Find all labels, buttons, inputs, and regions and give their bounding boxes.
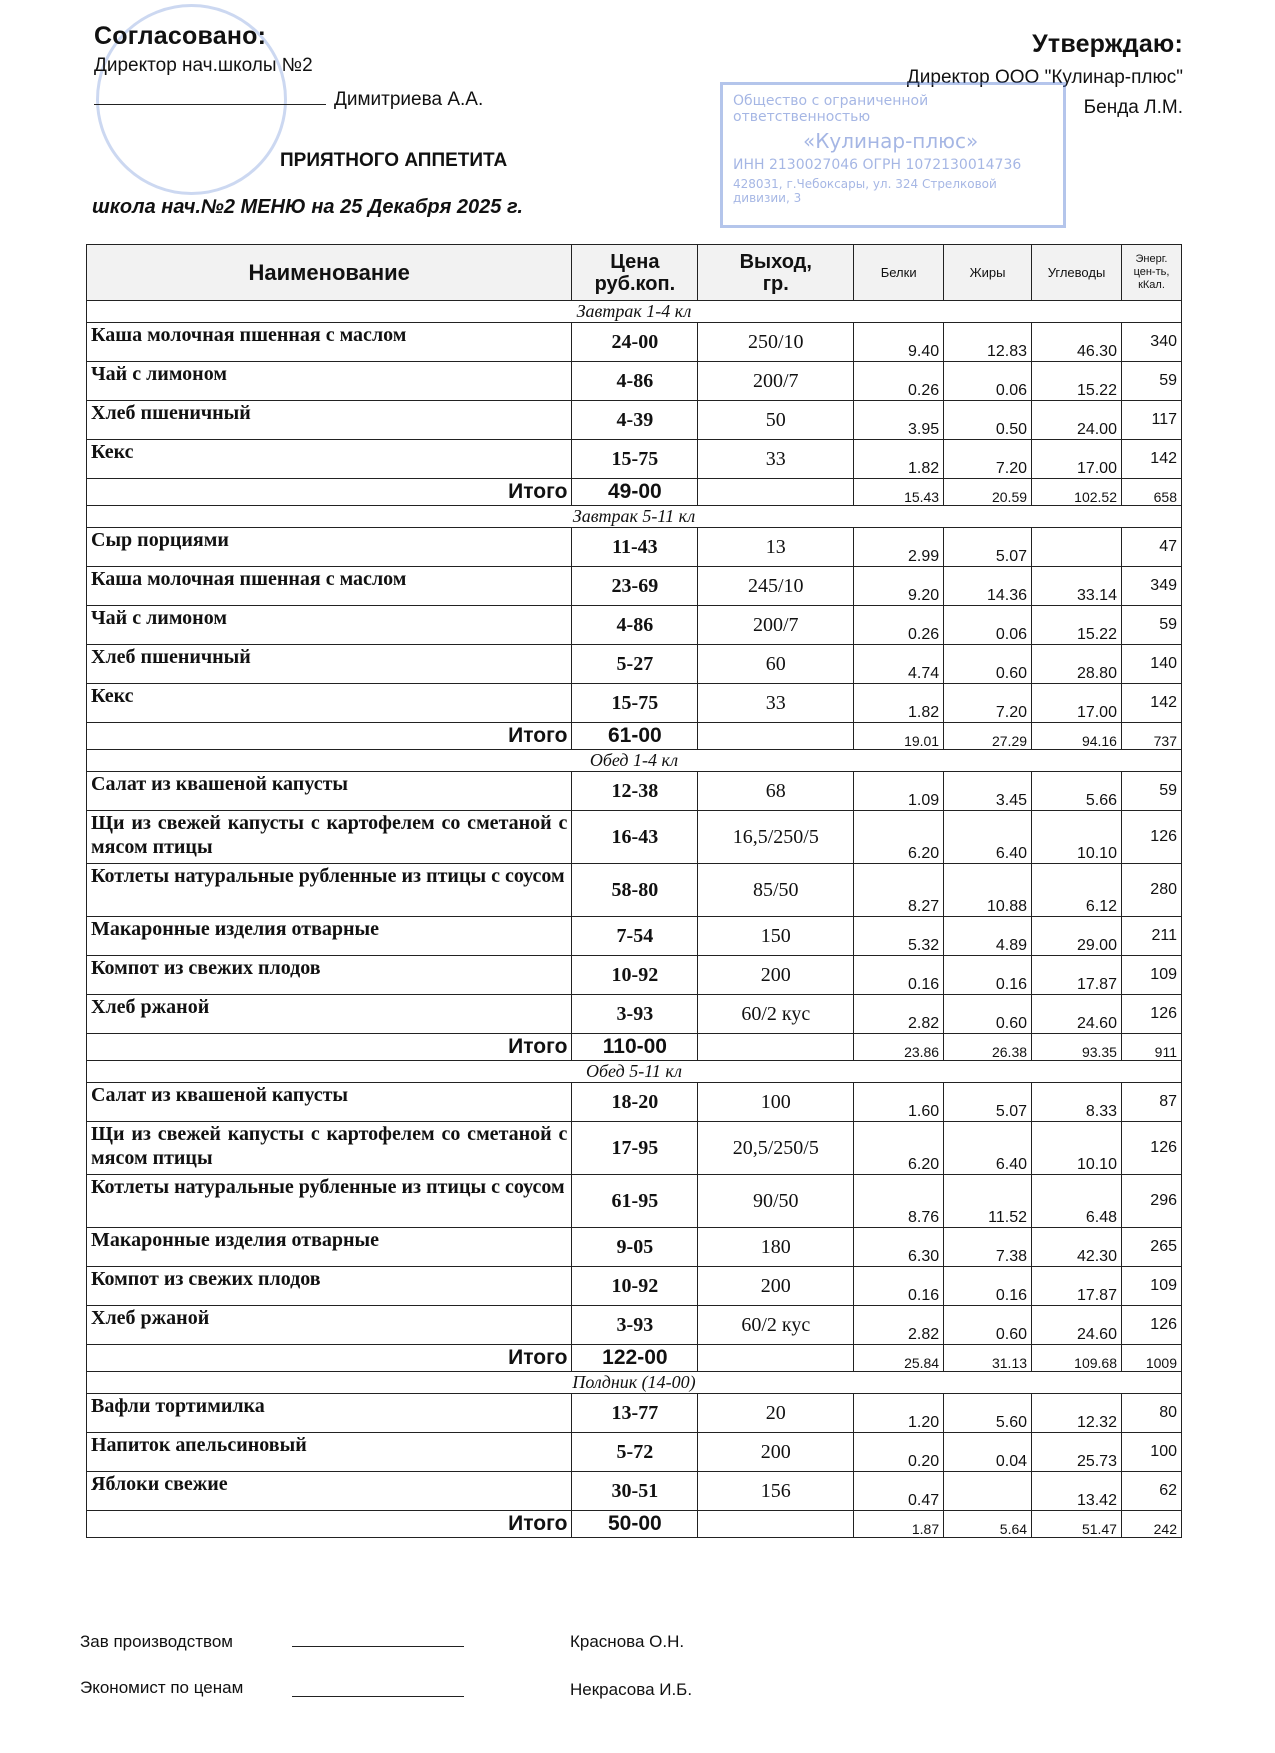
dish-protein: 1.09 [854, 772, 944, 811]
table-row [87, 811, 1182, 864]
dish-name: Чай с лимоном [87, 606, 572, 645]
dish-kcal: 142 [1121, 440, 1181, 479]
dish-fat: 0.60 [944, 1306, 1032, 1345]
dish-fat: 0.60 [944, 645, 1032, 684]
dish-kcal: 211 [1121, 917, 1181, 956]
stamp-line: Общество с ограниченной ответственностью [733, 93, 929, 125]
dish-kcal: 80 [1121, 1394, 1181, 1433]
dish-carbs: 10.10 [1032, 1122, 1122, 1175]
approve-right-title: Утверждаю: [1032, 30, 1183, 58]
total-label: Итого [87, 1345, 572, 1372]
dish-fat: 5.07 [944, 1083, 1032, 1122]
dish-price: 10-92 [572, 1267, 698, 1306]
dish-output: 200 [698, 1267, 854, 1306]
dish-name: Хлеб пшеничный [87, 401, 572, 440]
col-fat: Жиры [944, 245, 1032, 301]
dish-output: 13 [698, 528, 854, 567]
dish-protein: 8.76 [854, 1175, 944, 1228]
dish-kcal: 62 [1121, 1472, 1181, 1511]
signature-line [292, 1696, 464, 1697]
table-row [87, 1228, 1182, 1267]
dish-price: 61-95 [572, 1175, 698, 1228]
section-title: Полдник (14-00) [87, 1372, 1182, 1394]
dish-name: Котлеты натуральные рубленные из птицы с соусом [87, 864, 572, 917]
dish-price: 18-20 [572, 1083, 698, 1122]
dish-output: 100 [698, 1083, 854, 1122]
dish-carbs: 46.30 [1032, 323, 1122, 362]
dish-price: 3-93 [572, 1306, 698, 1345]
dish-fat: 14.36 [944, 567, 1032, 606]
dish-carbs: 17.00 [1032, 684, 1122, 723]
dish-carbs: 42.30 [1032, 1228, 1122, 1267]
dish-name: Напиток апельсиновый [87, 1433, 572, 1472]
dish-protein: 0.16 [854, 1267, 944, 1306]
dish-name: Макаронные изделия отварные [87, 1228, 572, 1267]
dish-protein: 5.32 [854, 917, 944, 956]
dish-name: Сыр порциями [87, 528, 572, 567]
dish-protein: 1.82 [854, 440, 944, 479]
total-protein: 1.87 [854, 1511, 944, 1538]
dish-fat: 0.50 [944, 401, 1032, 440]
dish-output: 180 [698, 1228, 854, 1267]
dish-price: 11-43 [572, 528, 698, 567]
dish-output: 85/50 [698, 864, 854, 917]
dish-protein: 2.99 [854, 528, 944, 567]
dish-name: Хлеб ржаной [87, 995, 572, 1034]
table-row [87, 362, 1182, 401]
dish-carbs: 15.22 [1032, 362, 1122, 401]
dish-kcal: 109 [1121, 1267, 1181, 1306]
dish-carbs: 8.33 [1032, 1083, 1122, 1122]
dish-kcal: 59 [1121, 772, 1181, 811]
table-row [87, 1433, 1182, 1472]
dish-price: 24-00 [572, 323, 698, 362]
dish-output: 20 [698, 1394, 854, 1433]
approve-right-name: Бенда Л.М. [1083, 97, 1183, 118]
dish-output: 33 [698, 684, 854, 723]
dish-price: 4-86 [572, 362, 698, 401]
dish-output: 200/7 [698, 606, 854, 645]
dish-carbs: 6.48 [1032, 1175, 1122, 1228]
table-row [87, 684, 1182, 723]
dish-fat: 0.06 [944, 362, 1032, 401]
dish-protein: 9.20 [854, 567, 944, 606]
dish-protein: 0.20 [854, 1433, 944, 1472]
dish-fat: 6.40 [944, 1122, 1032, 1175]
section-row [87, 750, 1182, 772]
dish-output: 60 [698, 645, 854, 684]
approved-left-title: Согласовано: [94, 22, 267, 50]
dish-kcal: 47 [1121, 528, 1181, 567]
total-carbs: 93.35 [1032, 1034, 1122, 1061]
total-label: Итого [87, 1511, 572, 1538]
dish-carbs: 5.66 [1032, 772, 1122, 811]
dish-output: 50 [698, 401, 854, 440]
dish-fat: 6.40 [944, 811, 1032, 864]
dish-name: Компот из свежих плодов [87, 1267, 572, 1306]
dish-protein: 8.27 [854, 864, 944, 917]
section-title: Обед 5-11 кл [87, 1061, 1182, 1083]
approval-block-left [94, 22, 483, 111]
total-price: 50-00 [572, 1511, 698, 1538]
total-protein: 15.43 [854, 479, 944, 506]
total-price: 122-00 [572, 1345, 698, 1372]
dish-name: Чай с лимоном [87, 362, 572, 401]
footer-name-economist: Некрасова И.Б. [570, 1680, 693, 1699]
page-title: ПРИЯТНОГО АППЕТИТА [280, 150, 508, 171]
dish-output: 200/7 [698, 362, 854, 401]
total-price: 110-00 [572, 1034, 698, 1061]
dish-carbs: 6.12 [1032, 864, 1122, 917]
table-row [87, 864, 1182, 917]
total-fat: 31.13 [944, 1345, 1032, 1372]
total-row [87, 1345, 1182, 1372]
dish-name: Вафли тортимилка [87, 1394, 572, 1433]
dish-output: 245/10 [698, 567, 854, 606]
dish-kcal: 126 [1121, 995, 1181, 1034]
dish-output: 68 [698, 772, 854, 811]
col-energy: Энерг. цен-ть, кКал. [1121, 245, 1181, 301]
total-label: Итого [87, 1034, 572, 1061]
dish-name: Яблоки свежие [87, 1472, 572, 1511]
total-kcal: 658 [1121, 479, 1181, 506]
dish-carbs: 24.60 [1032, 995, 1122, 1034]
dish-fat: 5.07 [944, 528, 1032, 567]
total-output-empty [698, 1511, 854, 1538]
dish-kcal: 296 [1121, 1175, 1181, 1228]
table-row [87, 645, 1182, 684]
approved-left-position: Директор нач.школы №2 [94, 55, 313, 76]
dish-protein: 0.47 [854, 1472, 944, 1511]
dish-price: 58-80 [572, 864, 698, 917]
section-row [87, 301, 1182, 323]
dish-output: 200 [698, 1433, 854, 1472]
dish-fat: 7.20 [944, 684, 1032, 723]
dish-output: 20,5/250/5 [698, 1122, 854, 1175]
total-output-empty [698, 723, 854, 750]
col-carbs: Углеводы [1032, 245, 1122, 301]
dish-fat [944, 1472, 1032, 1511]
dish-carbs: 17.00 [1032, 440, 1122, 479]
menu-body [87, 301, 1182, 1538]
approved-left-name: Димитриева А.А. [334, 89, 484, 110]
signature-line [94, 90, 326, 105]
dish-fat: 3.45 [944, 772, 1032, 811]
dish-kcal: 280 [1121, 864, 1181, 917]
dish-fat: 4.89 [944, 917, 1032, 956]
dish-fat: 7.38 [944, 1228, 1032, 1267]
footer-name-production: Краснова О.Н. [570, 1632, 685, 1651]
section-row [87, 1061, 1182, 1083]
dish-price: 12-38 [572, 772, 698, 811]
total-label: Итого [87, 479, 572, 506]
section-title: Завтрак 1-4 кл [87, 301, 1182, 323]
dish-price: 5-27 [572, 645, 698, 684]
dish-carbs: 24.00 [1032, 401, 1122, 440]
dish-output: 60/2 кус [698, 1306, 854, 1345]
dish-kcal: 265 [1121, 1228, 1181, 1267]
table-row [87, 1267, 1182, 1306]
dish-name: Кекс [87, 684, 572, 723]
total-price: 49-00 [572, 479, 698, 506]
dish-protein: 6.20 [854, 811, 944, 864]
dish-name: Компот из свежих плодов [87, 956, 572, 995]
total-kcal: 1009 [1121, 1345, 1181, 1372]
dish-output: 200 [698, 956, 854, 995]
dish-kcal: 142 [1121, 684, 1181, 723]
total-output-empty [698, 479, 854, 506]
table-row [87, 401, 1182, 440]
table-row [87, 1306, 1182, 1345]
total-kcal: 737 [1121, 723, 1181, 750]
footer-role-production: Зав производством [80, 1632, 233, 1651]
dish-protein: 6.30 [854, 1228, 944, 1267]
dish-kcal: 340 [1121, 323, 1181, 362]
dish-price: 10-92 [572, 956, 698, 995]
total-protein: 23.86 [854, 1034, 944, 1061]
dish-fat: 5.60 [944, 1394, 1032, 1433]
dish-protein: 0.26 [854, 362, 944, 401]
dish-carbs: 10.10 [1032, 811, 1122, 864]
table-row [87, 528, 1182, 567]
dish-kcal: 126 [1121, 1306, 1181, 1345]
table-row [87, 1122, 1182, 1175]
dish-name: Каша молочная пшенная с маслом [87, 567, 572, 606]
dish-kcal: 100 [1121, 1433, 1181, 1472]
total-fat: 20.59 [944, 479, 1032, 506]
dish-name: Салат из квашеной капусты [87, 772, 572, 811]
total-fat: 27.29 [944, 723, 1032, 750]
dish-carbs: 24.60 [1032, 1306, 1122, 1345]
section-row [87, 506, 1182, 528]
dish-price: 15-75 [572, 440, 698, 479]
dish-name: Хлеб ржаной [87, 1306, 572, 1345]
dish-fat: 0.60 [944, 995, 1032, 1034]
dish-carbs: 15.22 [1032, 606, 1122, 645]
dish-protein: 0.26 [854, 606, 944, 645]
dish-price: 4-39 [572, 401, 698, 440]
menu-date: школа нач.№2 МЕНЮ на 25 Декабря 2025 г. [92, 196, 523, 218]
dish-name: Щи из свежей капусты с картофелем со сметаной с мясом птицы [87, 1122, 572, 1175]
dish-protein: 9.40 [854, 323, 944, 362]
total-kcal: 242 [1121, 1511, 1181, 1538]
dish-output: 250/10 [698, 323, 854, 362]
dish-carbs: 12.32 [1032, 1394, 1122, 1433]
dish-price: 7-54 [572, 917, 698, 956]
dish-fat: 11.52 [944, 1175, 1032, 1228]
dish-price: 15-75 [572, 684, 698, 723]
total-output-empty [698, 1345, 854, 1372]
dish-carbs: 33.14 [1032, 567, 1122, 606]
total-fat: 5.64 [944, 1511, 1032, 1538]
dish-carbs: 29.00 [1032, 917, 1122, 956]
section-title: Завтрак 5-11 кл [87, 506, 1182, 528]
stamp-line: 428031, г.Чебоксары, ул. 324 Стрелковой дивизии, 3 [733, 177, 997, 205]
dish-carbs: 25.73 [1032, 1433, 1122, 1472]
stamp-line: ИНН 2130027046 ОГРН 1072130014736 [733, 157, 1022, 173]
dish-name: Салат из квашеной капусты [87, 1083, 572, 1122]
dish-name: Макаронные изделия отварные [87, 917, 572, 956]
col-output: Выход, гр. [698, 245, 854, 301]
dish-price: 17-95 [572, 1122, 698, 1175]
table-row [87, 440, 1182, 479]
dish-carbs: 28.80 [1032, 645, 1122, 684]
dish-name: Кекс [87, 440, 572, 479]
dish-kcal: 126 [1121, 811, 1181, 864]
total-row [87, 723, 1182, 750]
table-row [87, 1394, 1182, 1433]
dish-carbs: 17.87 [1032, 956, 1122, 995]
dish-kcal: 140 [1121, 645, 1181, 684]
dish-price: 5-72 [572, 1433, 698, 1472]
section-title: Обед 1-4 кл [87, 750, 1182, 772]
table-row [87, 772, 1182, 811]
total-carbs: 94.16 [1032, 723, 1122, 750]
dish-fat: 12.83 [944, 323, 1032, 362]
dish-carbs: 13.42 [1032, 1472, 1122, 1511]
stamp-line: «Кулинар-плюс» [803, 129, 979, 153]
dish-kcal: 59 [1121, 362, 1181, 401]
col-name: Наименование [87, 245, 572, 301]
dish-kcal: 349 [1121, 567, 1181, 606]
dish-carbs [1032, 528, 1122, 567]
dish-price: 23-69 [572, 567, 698, 606]
dish-price: 13-77 [572, 1394, 698, 1433]
table-row [87, 1472, 1182, 1511]
dish-price: 3-93 [572, 995, 698, 1034]
menu-table [86, 244, 1182, 1538]
dish-output: 156 [698, 1472, 854, 1511]
total-label: Итого [87, 723, 572, 750]
dish-fat: 0.06 [944, 606, 1032, 645]
dish-protein: 1.20 [854, 1394, 944, 1433]
dish-fat: 0.16 [944, 1267, 1032, 1306]
col-price: Цена руб.коп. [572, 245, 698, 301]
dish-output: 150 [698, 917, 854, 956]
table-row [87, 917, 1182, 956]
dish-kcal: 59 [1121, 606, 1181, 645]
dish-name: Щи из свежей капусты с картофелем со сметаной с мясом птицы [87, 811, 572, 864]
dish-carbs: 17.87 [1032, 1267, 1122, 1306]
dish-price: 4-86 [572, 606, 698, 645]
dish-kcal: 126 [1121, 1122, 1181, 1175]
dish-protein: 3.95 [854, 401, 944, 440]
total-row [87, 1511, 1182, 1538]
footer-role-economist: Экономист по ценам [80, 1678, 244, 1697]
dish-protein: 6.20 [854, 1122, 944, 1175]
dish-protein: 1.82 [854, 684, 944, 723]
total-protein: 25.84 [854, 1345, 944, 1372]
dish-output: 16,5/250/5 [698, 811, 854, 864]
table-row [87, 956, 1182, 995]
total-output-empty [698, 1034, 854, 1061]
dish-output: 90/50 [698, 1175, 854, 1228]
dish-protein: 2.82 [854, 1306, 944, 1345]
dish-price: 16-43 [572, 811, 698, 864]
dish-name: Каша молочная пшенная с маслом [87, 323, 572, 362]
approve-right-position: Директор ООО "Кулинар-плюс" [906, 67, 1183, 88]
dish-fat: 7.20 [944, 440, 1032, 479]
table-row [87, 323, 1182, 362]
dish-fat: 10.88 [944, 864, 1032, 917]
total-protein: 19.01 [854, 723, 944, 750]
section-row [87, 1372, 1182, 1394]
col-protein: Белки [854, 245, 944, 301]
dish-output: 33 [698, 440, 854, 479]
dish-kcal: 109 [1121, 956, 1181, 995]
dish-price: 30-51 [572, 1472, 698, 1511]
dish-name: Котлеты натуральные рубленные из птицы с соусом [87, 1175, 572, 1228]
total-row [87, 1034, 1182, 1061]
table-row [87, 606, 1182, 645]
table-row [87, 567, 1182, 606]
table-row [87, 1175, 1182, 1228]
dish-fat: 0.04 [944, 1433, 1032, 1472]
total-carbs: 51.47 [1032, 1511, 1122, 1538]
total-carbs: 109.68 [1032, 1345, 1122, 1372]
signature-line [292, 1646, 464, 1647]
dish-protein: 1.60 [854, 1083, 944, 1122]
dish-output: 60/2 кус [698, 995, 854, 1034]
total-row [87, 479, 1182, 506]
dish-protein: 4.74 [854, 645, 944, 684]
table-header [87, 245, 1182, 301]
total-kcal: 911 [1121, 1034, 1181, 1061]
total-price: 61-00 [572, 723, 698, 750]
table-row [87, 995, 1182, 1034]
dish-protein: 0.16 [854, 956, 944, 995]
company-stamp [720, 82, 1066, 228]
dish-kcal: 117 [1121, 401, 1181, 440]
table-row [87, 1083, 1182, 1122]
total-fat: 26.38 [944, 1034, 1032, 1061]
dish-kcal: 87 [1121, 1083, 1181, 1122]
dish-fat: 0.16 [944, 956, 1032, 995]
dish-price: 9-05 [572, 1228, 698, 1267]
dish-name: Хлеб пшеничный [87, 645, 572, 684]
total-carbs: 102.52 [1032, 479, 1122, 506]
dish-protein: 2.82 [854, 995, 944, 1034]
